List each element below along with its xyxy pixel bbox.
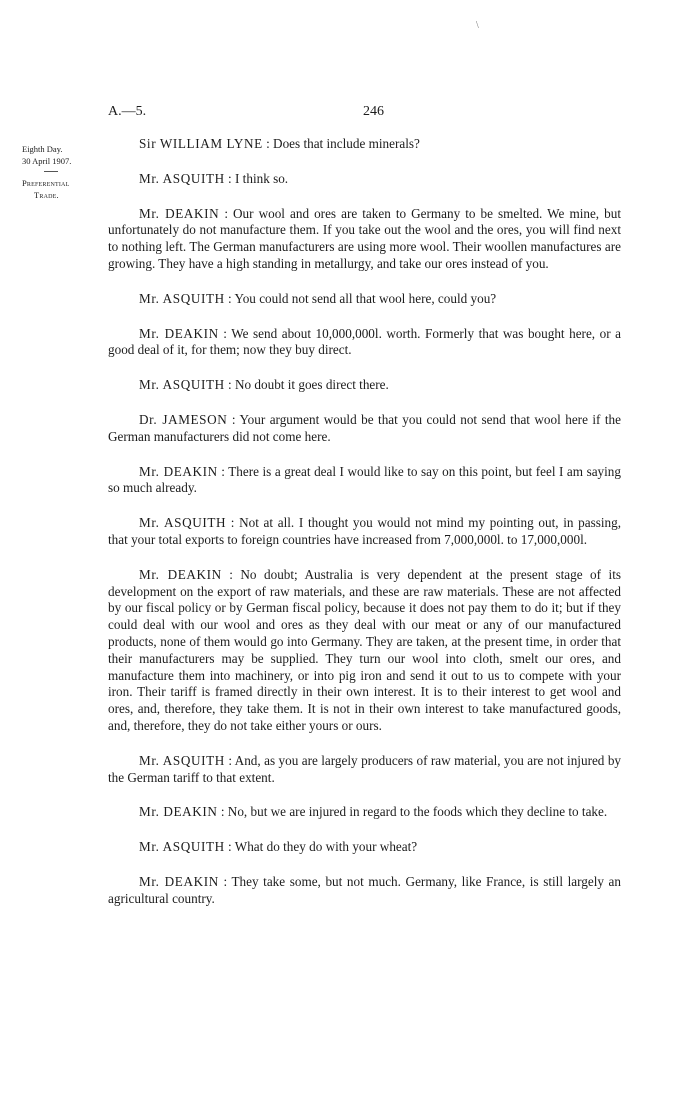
page-header: [108, 104, 620, 124]
speaker-name: Mr. ASQUITH: [139, 170, 225, 186]
paragraph: [108, 804, 621, 821]
margin-subject-line2: Trade.: [34, 190, 59, 200]
speaker-name: Mr. DEAKIN: [139, 566, 222, 582]
document-reference: A.—5.: [108, 104, 147, 119]
speech-text: : What do they do with your wheat?: [228, 839, 418, 855]
paragraph: [108, 567, 621, 735]
margin-day: Eighth Day.: [22, 144, 63, 154]
paragraph: [108, 291, 621, 308]
scan-mark: \: [476, 20, 479, 31]
speaker-name: Mr. ASQUITH: [139, 839, 225, 855]
speaker-name: Sir WILLIAM LYNE: [139, 136, 263, 151]
speech-text: : I think so.: [228, 170, 289, 186]
paragraph: [108, 464, 621, 498]
speaker-name: Mr. DEAKIN: [139, 325, 219, 341]
speech-text: : They take some, but not much. Germany, like France, is still largely an agricultural country.: [108, 873, 622, 906]
speaker-name: Dr. JAMESON: [139, 411, 228, 427]
speech-text: : And, as you are largely producers of raw material, you are not injured by the German tariff to that extent.: [108, 752, 622, 785]
margin-date: 30 April 1907.: [22, 156, 72, 166]
speech-text: : Your argument would be that you could not send that wool here if the German manufacturers did not come here.: [108, 411, 622, 444]
speech-text: : No doubt; Australia is very dependent at the present stage of its development on the export of raw materials, and these are raw materials. These are not affected by our fiscal policy or by German fiscal policy, because it does not pay them to do it; but if they could deal with our wool and ores as they deal with our meat or any of our manufactured products, none of them would go into Germany. They are taken, at the present time, in order that their manufacturers may be supplied. They turn our wool into cloth, smelt our ores, and manufacture them into machinery, or into pig iron and send it out to us to compete with your iron. Their tariff is framed directly in their own interest. It is to their interest to get wool and ores, and, therefore, they take them. It is not in their own interest to take manufactured goods, and, therefore, they do not take either yours or ours.: [108, 566, 621, 733]
speech-text: : There is a great deal I would like to say on this point, but feel I am saying so much already.: [108, 463, 621, 496]
speech-text: : Does that include minerals?: [266, 136, 420, 151]
speech-text: : Our wool and ores are taken to Germany to be smelted. We mine, but unfortunately do not manufacture them. If you take out the wool and the ores, you will find next to nothing left. The German manufacturers are using more wool. Their woollen manufactures are growing. They have a high standing in metallurgy, and take our ores instead of you.: [108, 205, 621, 271]
page-number: 246: [363, 104, 384, 119]
speaker-name: Mr. ASQUITH: [139, 752, 225, 768]
transcript-body: [108, 136, 621, 926]
speaker-name: Mr. DEAKIN: [139, 804, 218, 820]
speaker-name: Mr. DEAKIN: [139, 205, 220, 221]
speech-text: : Not at all. I thought you would not mind my pointing out, in passing, that your total exports to foreign countries have increased from 7,000,000l. to 17,000,000l.: [108, 515, 622, 547]
margin-subject-line1: Preferential: [22, 178, 70, 188]
paragraph: [108, 206, 621, 273]
speaker-name: Mr. ASQUITH: [139, 515, 227, 531]
speech-text: : No doubt it goes direct there.: [228, 377, 389, 393]
speech-text: : We send about 10,000,000l. worth. Formerly that was bought here, or a good deal of it, for them; now they buy direct.: [108, 325, 621, 358]
paragraph: [108, 326, 621, 360]
margin-rule: [44, 171, 58, 172]
paragraph: [108, 874, 621, 908]
paragraph: [108, 412, 621, 446]
speaker-name: Mr. DEAKIN: [139, 463, 218, 479]
speech-text: : You could not send all that wool here, could you?: [228, 290, 497, 306]
speaker-name: Mr. ASQUITH: [139, 290, 225, 306]
paragraph: [108, 839, 621, 856]
speech-text: : No, but we are injured in regard to the foods which they decline to take.: [220, 804, 608, 820]
paragraph: [108, 136, 621, 153]
paragraph: [108, 753, 621, 787]
speaker-name: Mr. DEAKIN: [139, 873, 219, 889]
paragraph: [108, 515, 621, 549]
paragraph: [108, 171, 621, 188]
margin-note: [22, 143, 90, 201]
speaker-name: Mr. ASQUITH: [139, 377, 225, 393]
paragraph: [108, 377, 621, 394]
